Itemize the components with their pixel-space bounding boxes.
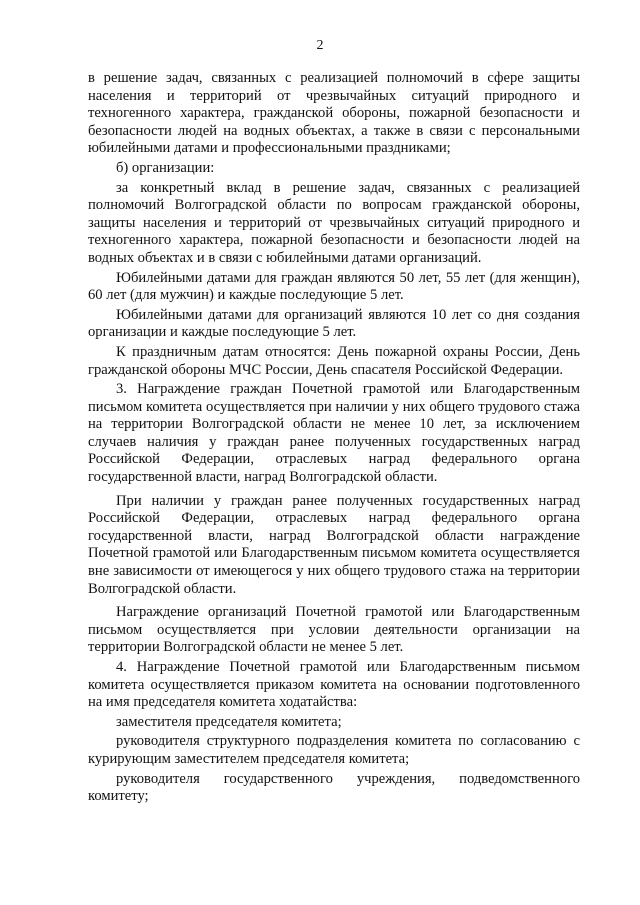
paragraph-deputy-chairman: заместителя председателя комитета; [116, 713, 342, 730]
page-number: 2 [316, 38, 324, 53]
paragraph-state-institution-head: руководителя государственного учреждения, подведомственного комитету; [88, 770, 580, 805]
document-body [88, 70, 580, 808]
paragraph-structural-unit-head: руководителя структурного подразделения комитета по согласованию с курирующим заместителем председателя комитета; [88, 733, 580, 767]
paragraph-organization-jubilee-dates: Юбилейными датами для организаций являются 10 лет со дня создания организации и каждые последующие 5 лет. [88, 306, 580, 341]
paragraph-1-continuation: в решение задач, связанных с реализацией полномочий в сфере защиты населения и территорий от чрезвычайных ситуаций природного и техногенного характера, гражданской обороны, пожарной безопасности и безопасности людей на водных объектах, а также в связи с персональными юбилейными датами и профессиональными праздниками; [88, 70, 580, 157]
paragraph-section-4: 4. Награждение Почетной грамотой или Благодарственным письмом комитета осуществляется приказом комитета на основании подготовленного на имя председателя комитета ходатайства: [88, 659, 580, 711]
paragraph-organizations-heading: б) организации: [116, 159, 215, 176]
paragraph-section-3: 3. Награждение граждан Почетной грамотой или Благодарственным письмом комитета осуществляется при наличии у них общего трудового стажа на территории Волгоградской области не менее 10 лет, за исключением случаев наличия у граждан ранее полученных государственных наград Российской Федерации, отраслевых наград федерального органа государственной власти, наград Волгоградской области. [88, 381, 580, 486]
paragraph-citizen-jubilee-dates: Юбилейными датами для граждан являются 50 лет, 55 лет (для женщин), 60 лет (для мужчин) и каждые последующие 5 лет. [88, 269, 580, 304]
paragraph-organizations-criteria: за конкретный вклад в решение задач, связанных с реализацией полномочий Волгоградской области по вопросам гражданской обороны, защиты населения и территорий от чрезвычайных ситуаций природного и техногенного характера, пожарной безопасности и безопасности людей на водных объектах и в связи с юбилейными датами организаций. [88, 179, 580, 266]
paragraph-holiday-dates: К праздничным датам относятся: День пожарной охраны России, День гражданской обороны МЧС России, День спасателя Российской Федерации. [88, 343, 580, 378]
paragraph-prior-awards: При наличии у граждан ранее полученных государственных наград Российской Федерации, отраслевых наград федерального органа государственной власти, наград Волгоградской области награждение Почетной грамотой или Благодарственным письмом комитета осуществляется вне зависимости от имеющегося у них общего трудового стажа на территории Волгоградской области. [88, 492, 580, 597]
paragraph-organization-award-condition: Награждение организаций Почетной грамотой или Благодарственным письмом осуществляется при условии деятельности организации на территории Волгоградской области не менее 5 лет. [88, 604, 580, 656]
